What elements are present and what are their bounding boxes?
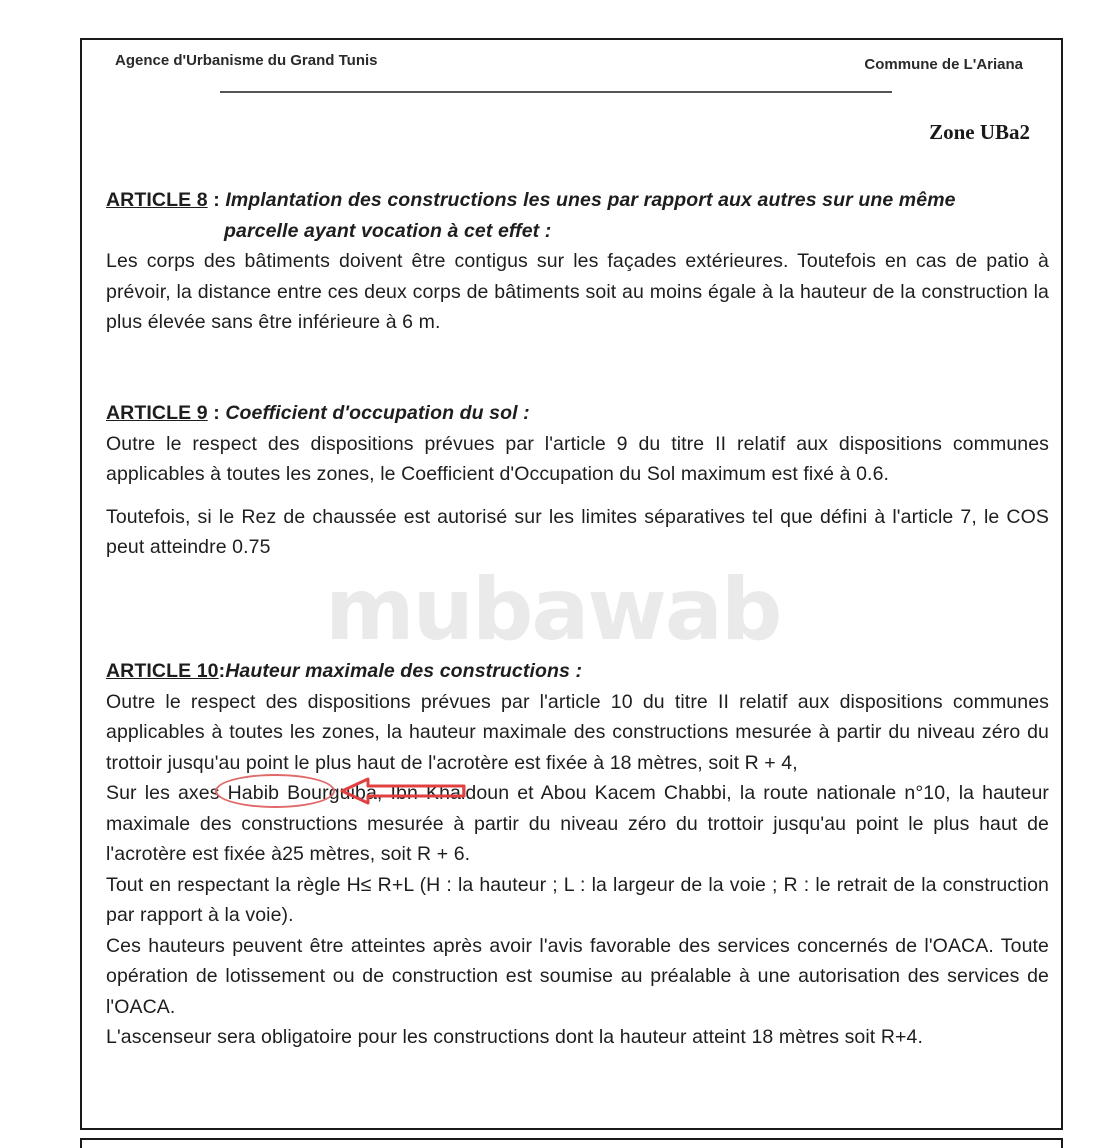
article-9-paragraph-1: Outre le respect des dispositions prévues par l'article 9 du titre II relatif aux dispositions communes applicables à toutes les zones, le Coefficient d'Occupation du Sol maximum est fixé à 0.6. (106, 432, 1049, 485)
article-9-sep: : (207, 402, 226, 424)
article-10-paragraph-1: Outre le respect des dispositions prévues par l'article 10 du titre II relatif aux dispositions communes applicables à toutes les zones, la hauteur maximale des constructions mesurée à partir du niveau zéro du trottoir jusqu'au point le plus haut de l'acrotère est fixée à 18 mètres, soit R + 4, (106, 690, 1049, 774)
article-9 (106, 398, 1049, 563)
article-9-heading (106, 398, 1049, 429)
header-divider (220, 91, 892, 93)
document-page (80, 38, 1063, 1130)
article-8-title-line2: parcelle ayant vocation à cet effet : (224, 219, 552, 242)
red-arrow-icon (340, 776, 470, 806)
article-10-title: Hauteur maximale des constructions : (225, 660, 583, 682)
article-9-number: ARTICLE 9 (106, 402, 208, 424)
zone-title: Zone UBa2 (929, 120, 1030, 144)
article-10 (106, 656, 1049, 1053)
article-10-heading (106, 656, 1049, 687)
article-9-paragraph-2: Toutefois, si le Rez de chaussée est autorisé sur les limites séparatives tel que défini à l'article 7, le COS peut atteindre 0.75 (106, 505, 1049, 558)
article-8-sep: : (207, 189, 226, 211)
article-10-paragraph-2: Sur les axes Habib Bourguiba, Ibn Khaldoun et Abou Kacem Chabbi, la route nationale n°10, la hauteur maximale des constructions mesurée à partir du niveau zéro du trottoir jusqu'au point le plus haut de l'acrotère est fixée à25 mètres, soit R + 6. (106, 782, 1049, 865)
article-8-title-line1: Implantation des constructions les unes par rapport aux autres sur une même (225, 189, 956, 211)
article-10-paragraph-5: L'ascenseur sera obligatoire pour les constructions dont la hauteur atteint 18 mètres soit R+4. (106, 1026, 923, 1048)
highlight-circle (215, 774, 335, 808)
article-8-heading (106, 185, 1049, 216)
header-agency: Agence d'Urbanisme du Grand Tunis (115, 52, 378, 69)
article-10-sep: : (218, 660, 226, 682)
article-8 (106, 185, 1049, 338)
watermark: mubawab (325, 560, 781, 660)
article-9-title: Coefficient d'occupation du sol : (225, 402, 530, 424)
article-8-number: ARTICLE 8 (106, 189, 208, 211)
article-10-paragraph-3: Tout en respectant la règle H≤ R+L (H : la hauteur ; L : la largeur de la voie ; R : le retrait de la construction par rapport à la voie). (106, 873, 1049, 926)
article-8-body: Les corps des bâtiments doivent être contigus sur les façades extérieures. Toutefois en cas de patio à prévoir, la distance entre ces deux corps de bâtiments soit au moins égale à la hauteur de la construction la plus élevée sans être inférieure à 6 m. (106, 250, 1049, 333)
next-page-edge (80, 1138, 1063, 1148)
article-10-paragraph-4: Ces hauteurs peuvent être atteintes après avoir l'avis favorable des services concernés de l'OACA. Toute opération de lotissement ou de construction est soumise au préalable à une autorisation des services de l'OACA. (106, 934, 1049, 1018)
header-commune: Commune de L'Ariana (864, 56, 1023, 73)
article-10-number: ARTICLE 10 (106, 660, 219, 682)
